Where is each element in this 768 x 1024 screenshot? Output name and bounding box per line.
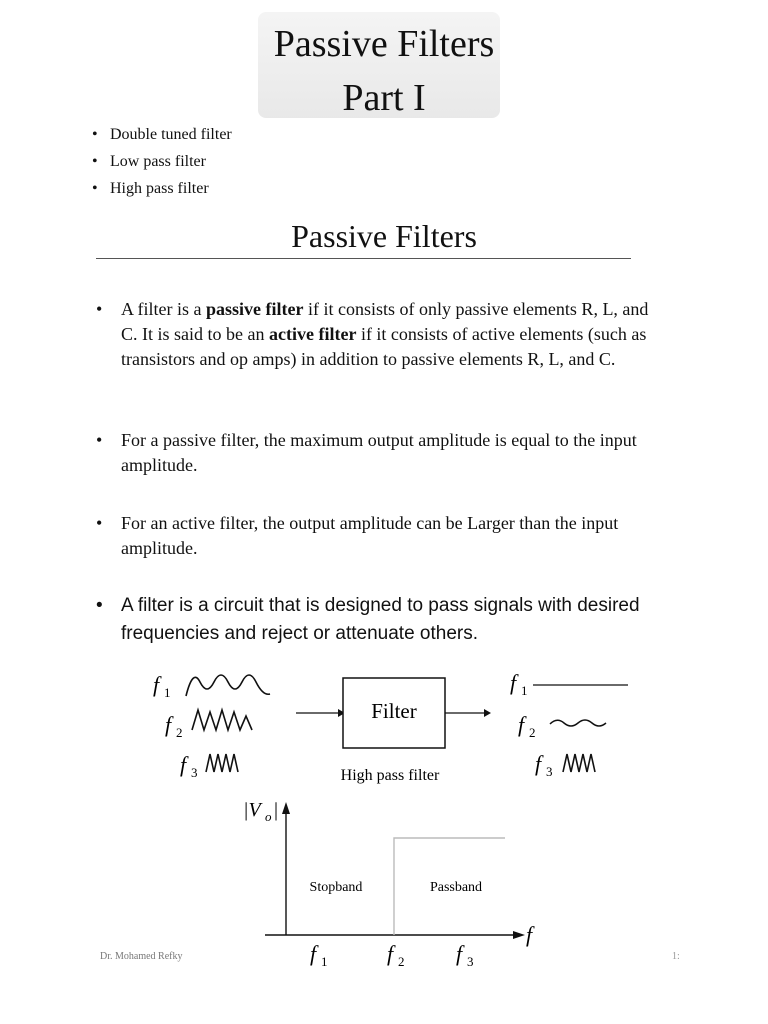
bullet-dot: • — [96, 513, 103, 533]
filter-block-diagram — [0, 660, 768, 790]
wave-f1-input — [186, 675, 270, 696]
bullet-filter-definition: • A filter is a circuit that is designed to pass signals with desired frequencies and reject or attenuate others. — [96, 592, 696, 648]
outline-item: • High pass filter — [92, 175, 232, 202]
y-axis-label-subscript: o — [265, 809, 272, 824]
wave-f3-input — [206, 754, 238, 772]
bullet-dot: • — [96, 299, 103, 319]
input-f3-label: f — [180, 752, 187, 777]
outline-list — [92, 121, 232, 202]
page-title-line-1: Passive Filters — [273, 23, 495, 65]
footer-author: Dr. Mohamed Refky — [100, 951, 183, 962]
wave-f2-output — [550, 720, 606, 726]
x-axis-label: f — [526, 922, 533, 947]
bullet-dot: • — [96, 430, 103, 450]
output-f2-subscript: 2 — [529, 725, 536, 740]
term-passive-filter: passive filter — [205, 299, 304, 319]
page-title-line-2: Part I — [342, 77, 426, 119]
stopband-label: Stopband — [309, 880, 363, 895]
output-f3-label: f — [535, 751, 542, 776]
input-f1-subscript: 1 — [164, 685, 171, 700]
tick-f2: f — [387, 941, 394, 966]
input-f2-subscript: 2 — [176, 725, 183, 740]
tick-f1-subscript: 1 — [321, 954, 328, 969]
wave-f2-input — [192, 710, 252, 730]
outline-item: • Low pass filter — [92, 148, 232, 175]
term-active-filter: active filter — [268, 324, 357, 344]
passband-label: Passband — [429, 880, 483, 895]
input-f3-subscript: 3 — [191, 765, 198, 780]
divider — [96, 258, 631, 259]
x-axis-arrow — [513, 931, 525, 939]
outline-item: • Double tuned filter — [92, 121, 232, 148]
output-f3-subscript: 3 — [546, 764, 553, 779]
filter-box-label: Filter — [371, 699, 417, 723]
tick-f3-subscript: 3 — [467, 954, 474, 969]
bullet-active-amplitude: • For an active filter, the output amplitude can be Larger than the input amplitude. — [96, 513, 619, 558]
section-heading: Passive Filters — [291, 218, 477, 254]
bullet-passive-active: • A filter is a passive filter if it consists of only passive elements R, L, and C. It is said to be an active filter if it consists of active elements (such as transistors and op amps) in addition to passive elements R, L, and C. — [96, 299, 649, 369]
frequency-response-graph — [0, 790, 768, 970]
y-axis-label-close: | — [274, 799, 279, 821]
tick-f1: f — [310, 941, 317, 966]
footer-page-number: 1: — [672, 951, 680, 962]
output-f1-subscript: 1 — [521, 683, 528, 698]
input-f1-label: f — [153, 672, 160, 697]
input-f2-label: f — [165, 712, 172, 737]
output-f1-label: f — [510, 670, 517, 695]
y-axis-arrow — [282, 802, 290, 814]
diagram-caption: High pass filter — [340, 767, 440, 784]
y-axis-label: |V — [243, 799, 261, 821]
output-f2-label: f — [518, 712, 525, 737]
tick-f2-subscript: 2 — [398, 954, 405, 969]
bullet-dot: • — [96, 595, 103, 616]
bullet-passive-amplitude: • For a passive filter, the maximum output amplitude is equal to the input amplitude. — [96, 430, 637, 475]
tick-f3: f — [456, 941, 463, 966]
output-arrow-head — [484, 709, 491, 717]
wave-f3-output — [563, 754, 595, 772]
